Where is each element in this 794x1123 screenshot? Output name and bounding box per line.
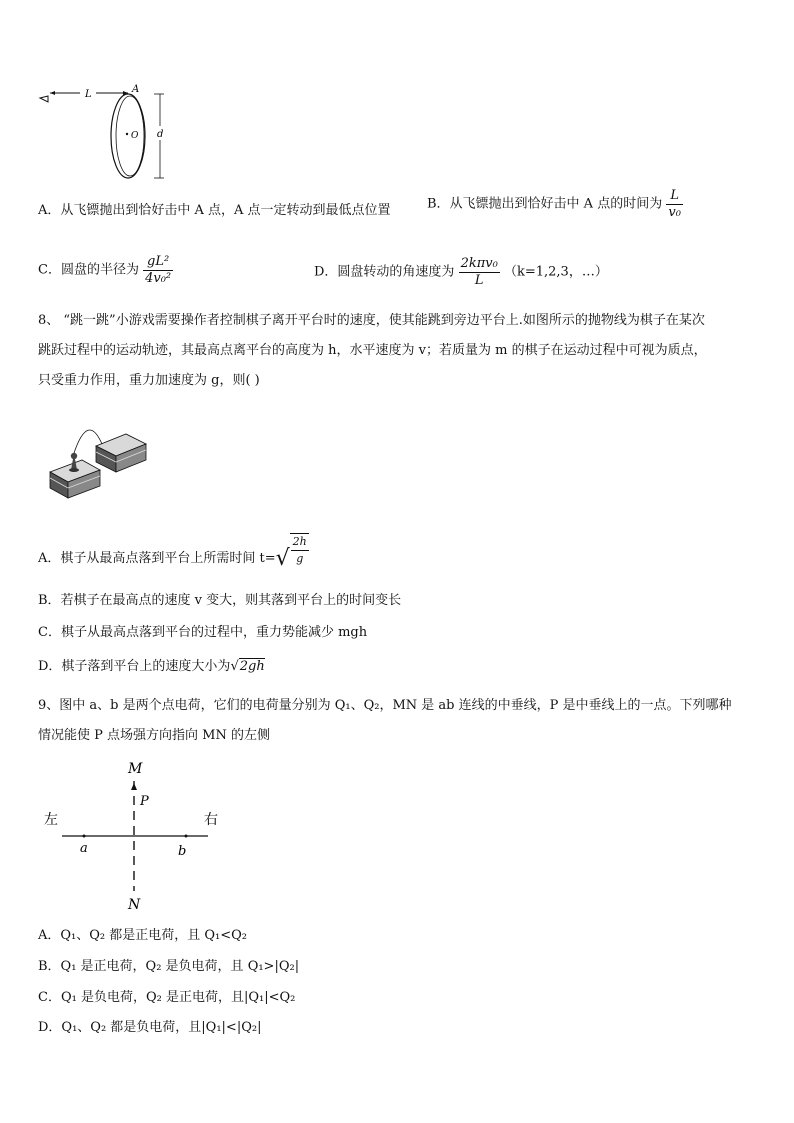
fraction-numerator: L — [670, 188, 679, 203]
fraction-denominator: 4v₀² — [145, 271, 172, 286]
label-M: M — [128, 761, 143, 777]
label-a: a — [80, 841, 88, 856]
q7-option-c-text: C．圆盘的半径为 — [38, 262, 139, 278]
q7-option-c-fraction — [143, 254, 173, 287]
q9-stem-line1: 9、图中 a、b 是两个点电荷，它们的电荷量分别为 Q₁、Q₂，MN 是 ab 连线的中垂线，P 是中垂线上的一点。下列哪种 — [38, 698, 732, 713]
q7-option-b-fraction — [666, 188, 683, 221]
q9-option-b: B．Q₁ 是正电荷，Q₂ 是负电荷，且 Q₁>|Q₂| — [38, 959, 300, 974]
label-A: A — [132, 84, 140, 95]
q7-option-c — [38, 254, 173, 287]
label-left: 左 — [44, 812, 58, 828]
q7-option-d-fraction — [459, 256, 500, 289]
label-O: O — [131, 131, 139, 141]
q7-option-b-text: B．从飞镖抛出到恰好击中 A 点的时间为 — [427, 196, 663, 212]
fraction-denominator: v₀ — [668, 205, 681, 220]
q8-option-a-radicand — [290, 533, 309, 567]
q7-option-d-text: D．圆盘转动的角速度为 — [314, 264, 455, 280]
q8-option-a — [38, 533, 309, 571]
q8-stem-line2: 跳跃过程中的运动轨迹，其最高点离平台的高度为 h，水平速度为 v；若质量为 m 的棋子在运动过程中可视为质点， — [38, 343, 707, 358]
field-figure — [40, 755, 230, 915]
q8-option-b: B．若棋子在最高点的速度 v 变大，则其落到平台上的时间变长 — [38, 593, 402, 608]
q7-option-a — [38, 203, 391, 219]
fraction-denominator: g — [291, 550, 309, 567]
q7-option-d-suffix: （k=1,2,3，…） — [503, 264, 608, 280]
q7-option-a-text: A．从飞镖抛出到恰好击中 A 点，A 点一定转动到最低点位置 — [38, 203, 391, 218]
sqrt-icon: √ — [275, 546, 290, 571]
fraction-numerator: 2kπv₀ — [460, 256, 498, 271]
label-N: N — [128, 897, 141, 913]
fraction-numerator: 2h — [292, 535, 307, 548]
q8-option-d-radicand: 2gh — [239, 659, 265, 674]
q8-option-d — [38, 658, 265, 675]
chess-piece-icon — [71, 453, 77, 459]
q8-option-c: C．棋子从最高点落到平台的过程中，重力势能减少 mgh — [38, 625, 368, 640]
q8-option-d-text: D．棋子落到平台上的速度大小为 — [38, 659, 231, 674]
q8-stem-line1: 8、 “跳一跳”小游戏需要操作者控制棋子离开平台时的速度，使其能跳到旁边平台上.如图所示的抛物线为棋子在某次 — [38, 313, 705, 328]
q8-stem-line3: 只受重力作用，重力加速度为 g，则( ) — [38, 373, 260, 388]
q9-stem-line2: 情况能使 P 点场强方向指向 MN 的左侧 — [38, 728, 270, 743]
q7-option-b — [427, 188, 683, 221]
label-d: d — [157, 129, 164, 140]
q8-option-a-text: A．棋子从最高点落到平台上所需时间 t= — [38, 551, 276, 566]
jump-game-figure — [44, 420, 154, 505]
q9-option-a: A．Q₁、Q₂ 都是正电荷，且 Q₁<Q₂ — [38, 928, 248, 943]
sqrt-icon: √ — [230, 659, 239, 674]
dart-icon — [40, 96, 48, 102]
q9-option-d: D．Q₁、Q₂ 都是负电荷，且|Q₁|<|Q₂| — [38, 1020, 262, 1035]
fraction-denominator: L — [459, 272, 500, 289]
q9-option-c: C．Q₁ 是负电荷，Q₂ 是正电荷，且|Q₁|<Q₂ — [38, 990, 296, 1005]
label-L: L — [85, 89, 92, 100]
dart-disc-figure — [36, 80, 176, 180]
fraction-numerator: gL² — [147, 254, 170, 269]
charge-b — [185, 835, 188, 838]
label-b: b — [178, 844, 187, 859]
charge-a — [83, 835, 86, 838]
label-P: P — [140, 794, 149, 809]
label-right: 右 — [204, 812, 218, 828]
q7-option-d — [314, 256, 608, 289]
